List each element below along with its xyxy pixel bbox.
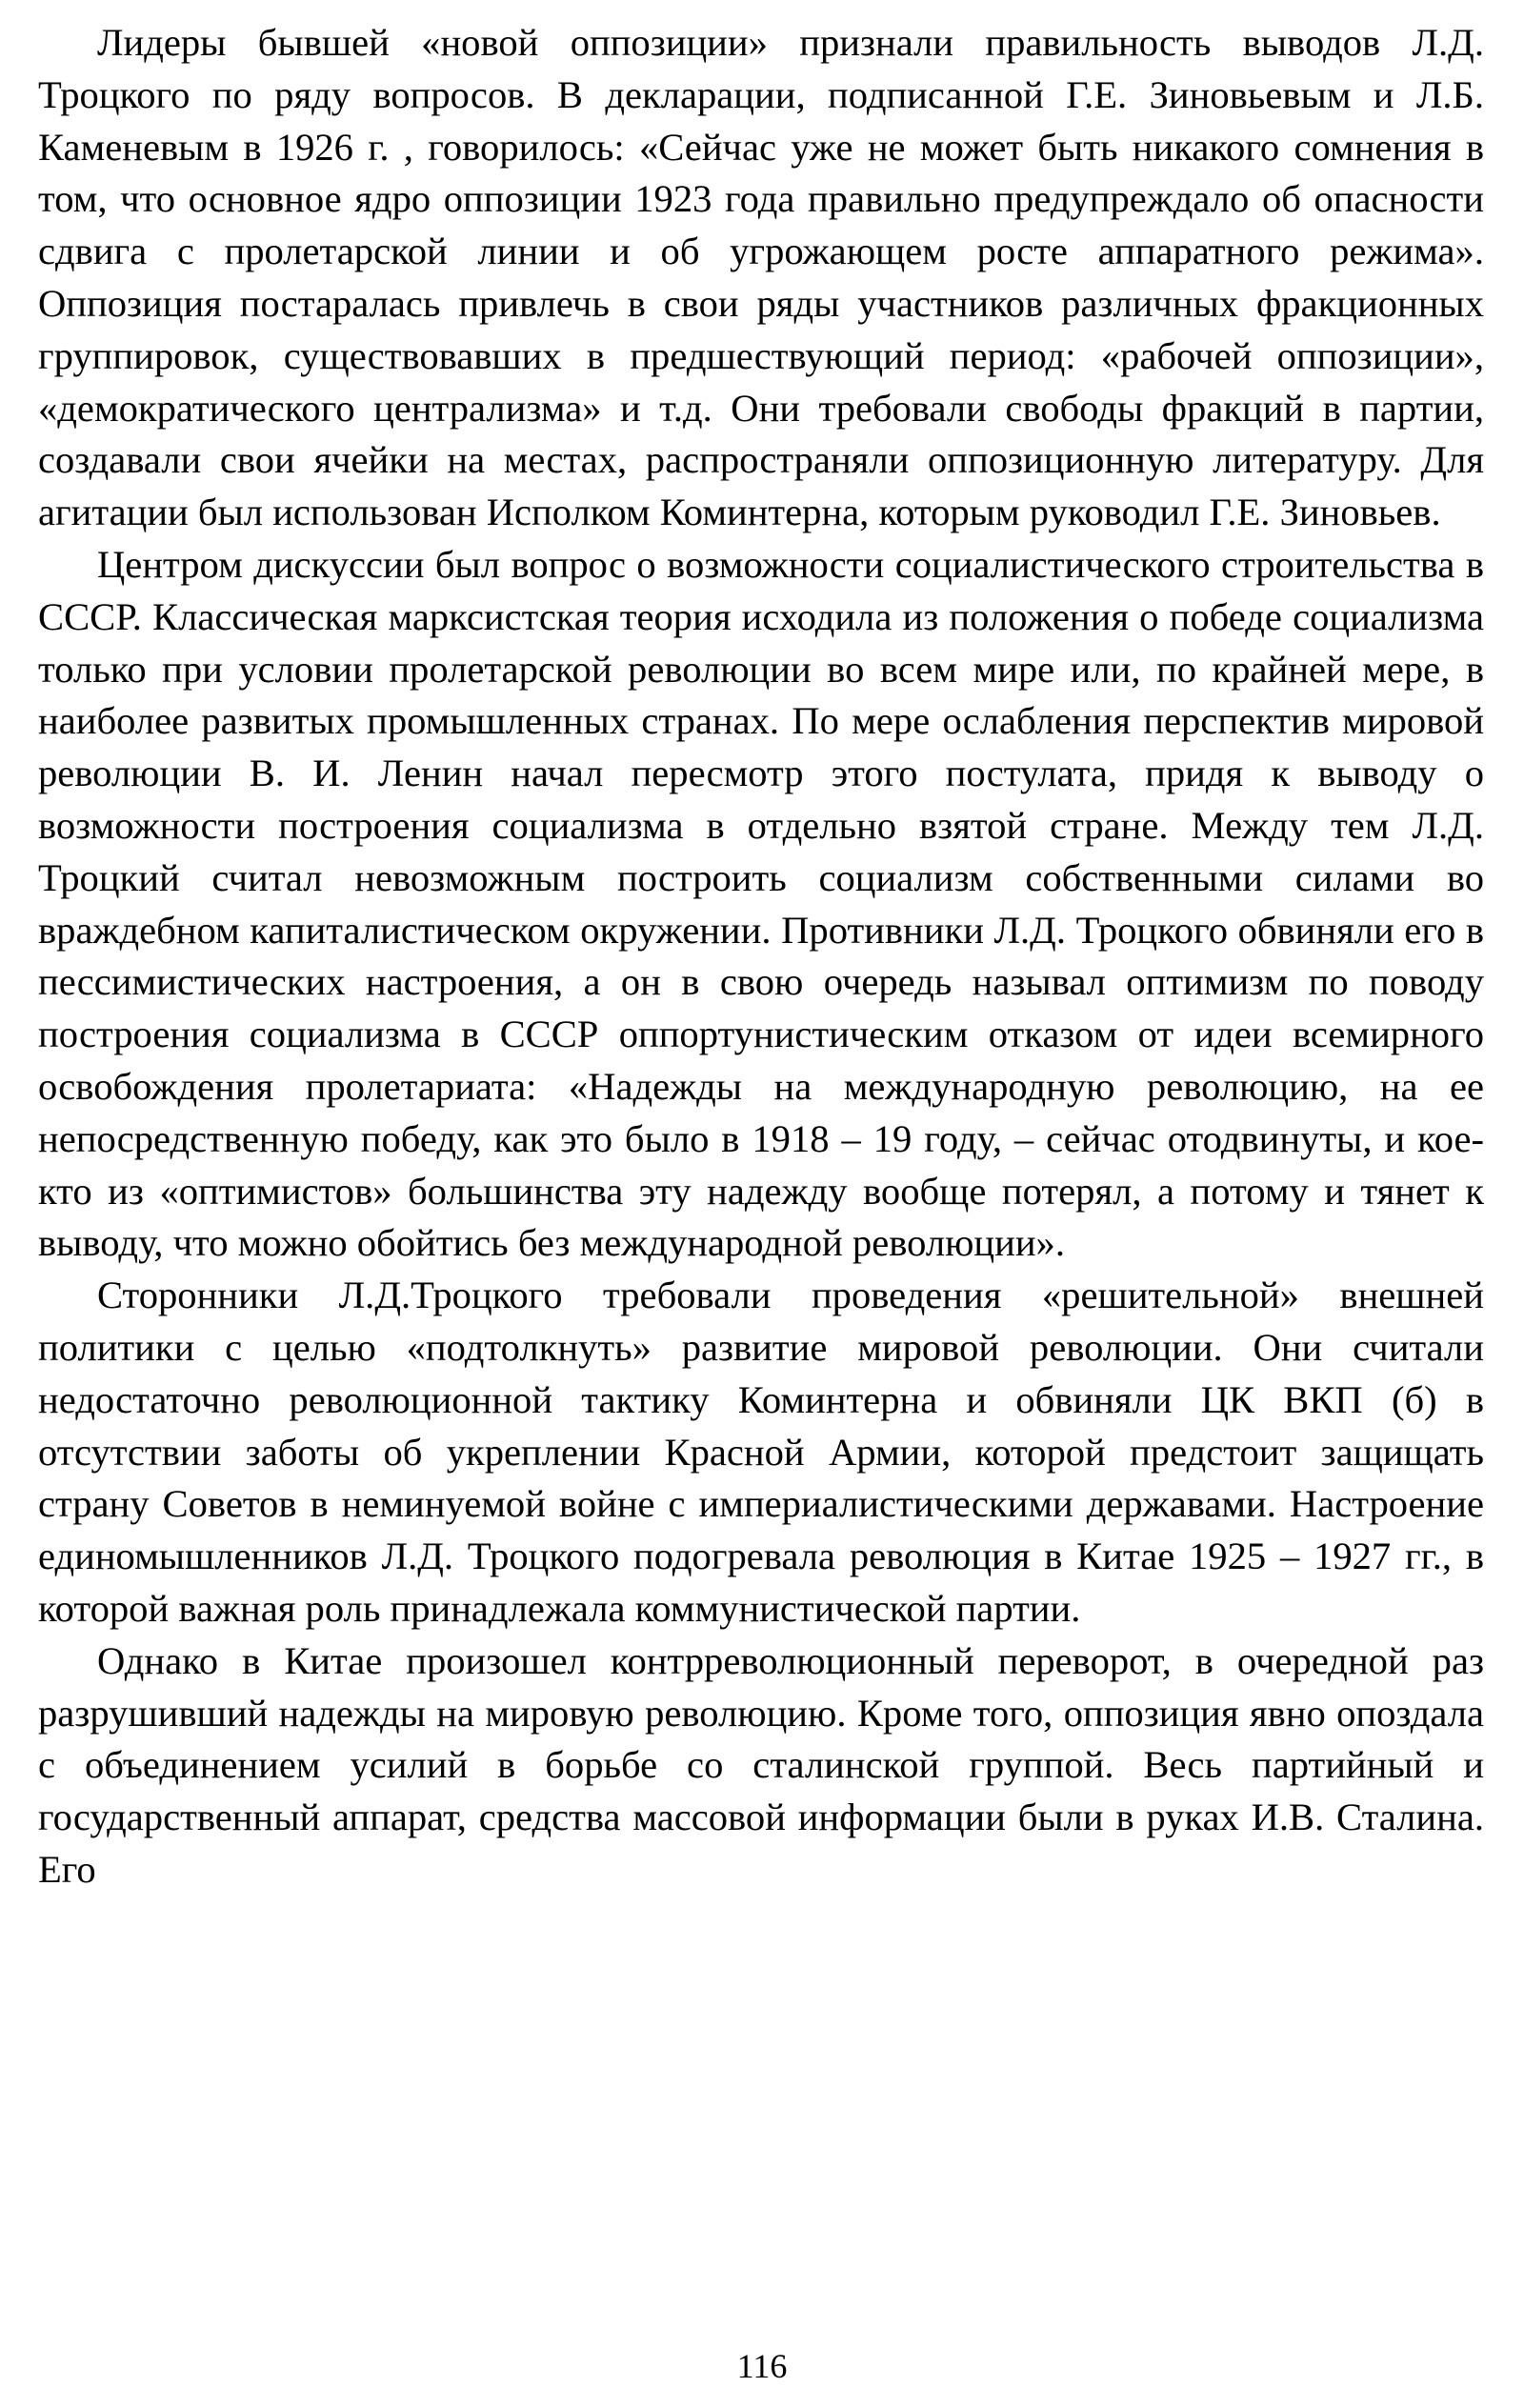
- paragraph-china-coup: Однако в Китае произошел контрреволюционный переворот, в очередной раз разрушивший надежды на мировую революцию. Кроме того, оппозиция явно опоздала с объединением усилий в борьбе со сталинской группой. Весь партийный и государственный аппарат, средства массовой информации были в руках И.В. Сталина. Его: [38, 1638, 1484, 1891]
- paragraph-opposition-declaration: Лидеры бывшей «новой оппозиции» признали правильность выводов Л.Д. Троцкого по ряду вопросов. В декларации, подписанной Г.Е. Зиновьевым и Л.Б. Каменевым в 1926 г. , говорилось: «Сейчас уже не может быть никакого сомнения в том, что основное ядро оппозиции 1923 года правильно предупреждало об опасности сдвига с пролетарской линии и об угрожающем росте аппаратного режима». Оппозиция постаралась привлечь в свои ряды участников различных фракционных группировок, существовавших в предшествующий период: «рабочей оппозиции», «демократического централизма» и т.д. Они требовали свободы фракций в партии, создавали свои ячейки на местах, распространяли оппозиционную литературу. Для агитации был использован Исполком Коминтерна, которым руководил Г.Е. Зиновьев.: [38, 21, 1484, 534]
- paragraph-foreign-policy: Сторонники Л.Д.Троцкого требовали проведения «решительной» внешней политики с целью «подтолкнуть» развитие мировой революции. Они считали недостаточно революционной тактику Коминтерна и обвиняли ЦК ВКП (б) в отсутствии заботы об укреплении Красной Армии, которой предстоит защищать страну Советов в неминуемой войне с империалистическими державами. Настроение единомышленников Л.Д. Троцкого подогревала революция в Китае 1925 – 1927 гг., в которой важная роль принадлежала коммунистической партии.: [38, 1274, 1484, 1630]
- document-page: [38, 17, 1484, 2284]
- page-number: 116: [736, 2347, 788, 2385]
- paragraph-socialism-discussion: Центром дискуссии был вопрос о возможности социалистического строительства в СССР. Классическая марксистская теория исходила из положения о победе социализма только при условии пролетарской революции во всем мире или, по крайней мере, в наиболее развитых промышленных странах. По мере ослабления перспектив мировой революции В. И. Ленин начал пересмотр этого постулата, придя к выводу о возможности построения социализма в отдельно взятой стране. Между тем Л.Д. Троцкий считал невозможным построить социализм собственными силами во враждебном капиталистическом окружении. Противники Л.Д. Троцкого обвиняли его в пессимистических настроения, а он в свою очередь называл оптимизм по поводу построения социализма в СССР оппортунистическим отказом от идеи всемирного освобождения пролетариата: «Надежды на международную революцию, на ее непосредственную победу, как это было в 1918 – 19 году, – сейчас отодвинуты, и кое-кто из «оптимистов» большинства эту надежду вообще потерял, а потому и тянет к выводу, что можно обойтись без международной революции».: [38, 542, 1484, 1265]
